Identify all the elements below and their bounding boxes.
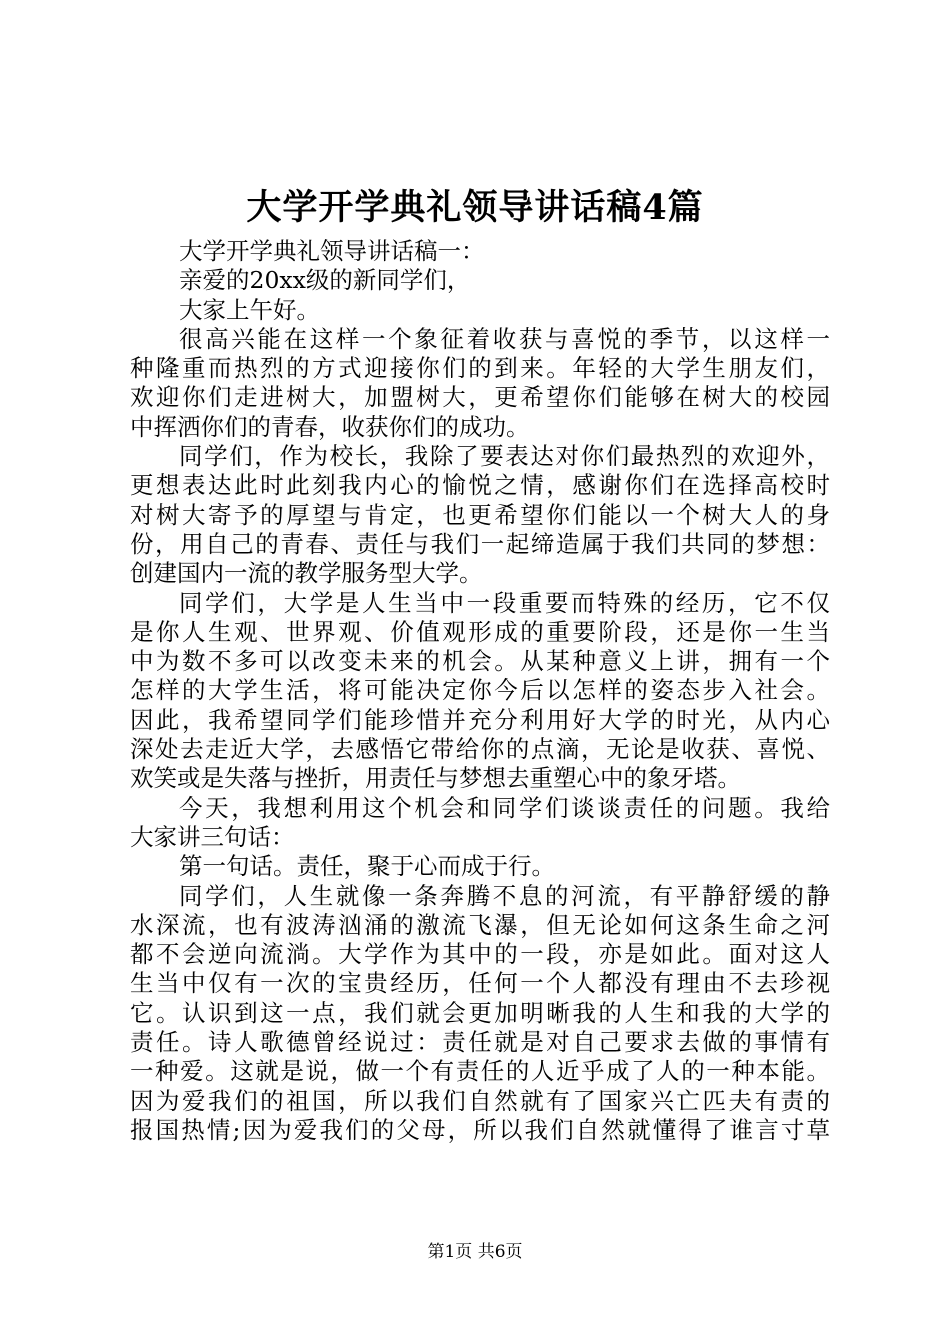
text-line: 第一句话。责任，聚于心而成于行。 [179, 852, 555, 881]
text-line: 对树大寄予的厚望与肯定，也更希望你们能以一个树大人的身 [130, 500, 830, 529]
text-line: 份，用自己的青春、责任与我们一起缔造属于我们共同的梦想： [130, 529, 830, 558]
text-line: 报国热情;因为爱我们的父母，所以我们自然就懂得了谁言寸草 [130, 1115, 830, 1144]
text-line: 创建国内一流的教学服务型大学。 [130, 559, 483, 588]
text-line: 是你人生观、世界观、价值观形成的重要阶段，还是你一生当 [130, 617, 830, 646]
text-line: 深处去走近大学，去感悟它带给你的点滴，无论是收获、喜悦、 [130, 735, 830, 764]
text-line: 同学们，大学是人生当中一段重要而特殊的经历，它不仅 [179, 588, 830, 617]
text-line: 水深流，也有波涛汹涌的激流飞瀑，但无论如何这条生命之河 [130, 910, 830, 939]
text-line: 一种爱。这就是说，做一个有责任的人近乎成了人的一种本能。 [130, 1057, 830, 1086]
text-line: 同学们，作为校长，我除了要表达对你们最热烈的欢迎外， [179, 442, 830, 471]
text-line: 它。认识到这一点，我们就会更加明晰我的人生和我的大学的 [130, 998, 830, 1027]
page-footer: 第1页 共6页 [427, 1242, 523, 1262]
text-line: 大家上午好。 [179, 295, 320, 324]
text-line: 今天，我想利用这个机会和同学们谈谈责任的问题。我给 [179, 793, 830, 822]
text-line: 亲爱的20xx级的新同学们， [179, 266, 471, 295]
document-body [130, 237, 830, 1145]
text-line: 欢迎你们走进树大，加盟树大，更希望你们能够在树大的校园 [130, 383, 830, 412]
text-line: 欢笑或是失落与挫折，用责任与梦想去重塑心中的象牙塔。 [130, 764, 741, 793]
text-line: 更想表达此时此刻我内心的愉悦之情，感谢你们在选择高校时 [130, 471, 830, 500]
text-line: 中为数不多可以改变未来的机会。从某种意义上讲，拥有一个 [130, 647, 830, 676]
document-title: 大学开学典礼领导讲话稿4篇 [246, 187, 704, 228]
text-line: 怎样的大学生活，将可能决定你今后以怎样的姿态步入社会。 [130, 676, 830, 705]
text-line: 责任。诗人歌德曾经说过：责任就是对自己要求去做的事情有 [130, 1028, 830, 1057]
text-line: 都不会逆向流淌。大学作为其中的一段，亦是如此。面对这人 [130, 940, 830, 969]
text-line: 同学们，人生就像一条奔腾不息的河流，有平静舒缓的静 [179, 881, 830, 910]
text-line: 种隆重而热烈的方式迎接你们的到来。年轻的大学生朋友们， [130, 354, 830, 383]
text-line: 大学开学典礼领导讲话稿一： [179, 237, 485, 265]
text-line: 大家讲三句话： [130, 822, 295, 851]
text-line: 因此，我希望同学们能珍惜并充分利用好大学的时光，从内心 [130, 705, 830, 734]
text-line: 生当中仅有一次的宝贵经历，任何一个人都没有理由不去珍视 [130, 969, 830, 998]
text-line: 很高兴能在这样一个象征着收获与喜悦的季节，以这样一 [179, 324, 830, 353]
text-line: 因为爱我们的祖国，所以我们自然就有了国家兴亡匹夫有责的 [130, 1086, 830, 1115]
text-line: 中挥洒你们的青春，收获你们的成功。 [130, 412, 530, 441]
